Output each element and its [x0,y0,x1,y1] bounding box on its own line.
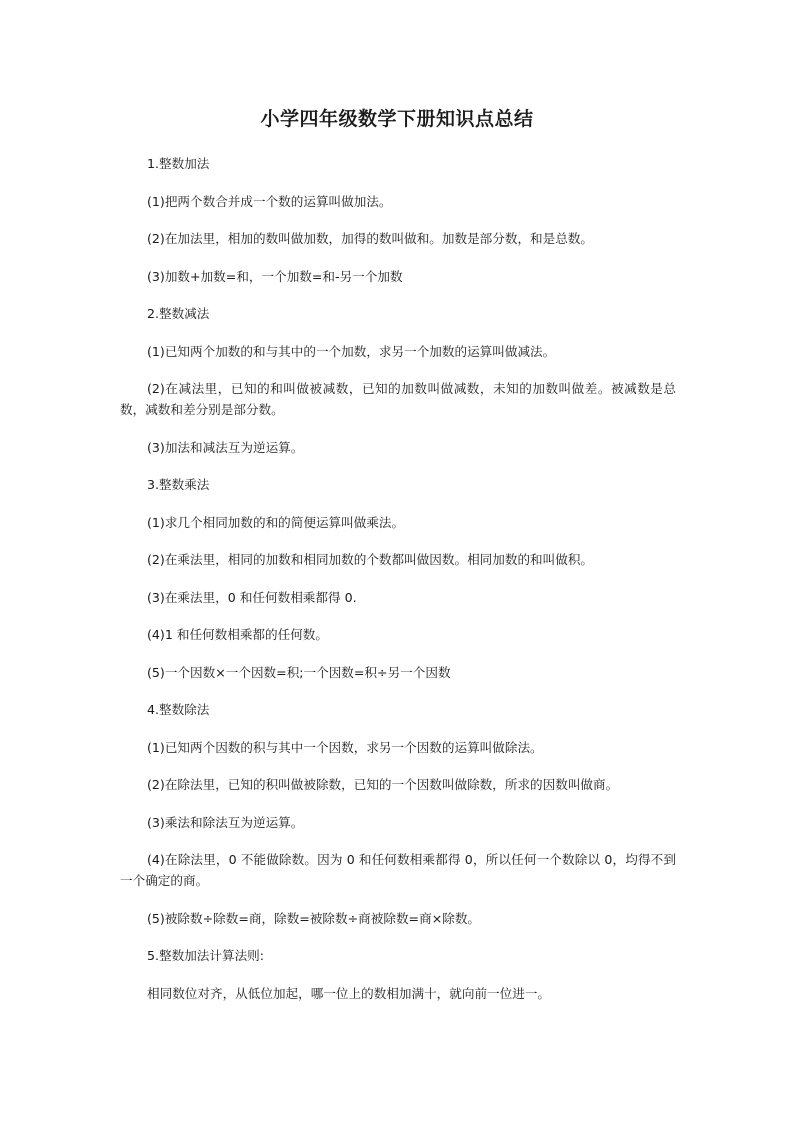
paragraph: (1)求几个相同加数的和的简便运算叫做乘法。 [147,514,405,530]
paragraph: (2)在减法里，已知的和叫做被减数，已知的加数叫做减数，未知的加数叫做差。被减数是总数，减数和差分别是部分数。 [120,381,676,417]
paragraph: (2)在除法里，已知的积叫做被除数，已知的一个因数叫做除数，所求的因数叫做商。 [147,777,619,792]
paragraph: (4)在除法里，0 不能做除数。因为 0 和任何数相乘都得 0，所以任何一个数除以 0，均得不到一个确定的商。 [120,852,676,888]
paragraph: (3)加法和减法互为逆运算。 [147,439,304,455]
paragraph: (2)在加法里，相加的数叫做加数，加得的数叫做和。加数是部分数，和是总数。 [147,231,594,246]
paragraph: (1)已知两个因数的积与其中一个因数，求另一个因数的运算叫做除法。 [147,739,543,755]
paragraph: (1)把两个数合并成一个数的运算叫做加法。 [147,193,392,209]
section-heading-division: 4.整数除法 [147,702,210,717]
paragraph: (5)被除数÷除数=商，除数=被除数÷商被除数=商×除数。 [147,910,481,926]
paragraph: (5)一个因数×一个因数=积;一个因数=积÷另一个因数 [147,664,451,680]
paragraph: (3)乘法和除法互为逆运算。 [147,814,304,830]
document-title: 小学四年级数学下册知识点总结 [260,108,534,130]
paragraph: 相同数位对齐，从低位加起，哪一位上的数相加满十，就向前一位进一。 [147,985,550,1001]
section-heading-multiplication: 3.整数乘法 [147,477,210,492]
section-heading-addition-rule: 5.整数加法计算法则: [147,948,265,963]
document-body [120,153,676,1020]
paragraph: (4)1 和任何数相乘都的任何数。 [147,627,328,642]
paragraph: (2)在乘法里，相同的加数和相同加数的个数都叫做因数。相同加数的和叫做积。 [147,552,594,567]
paragraph: (3)加数+加数=和，一个加数=和-另一个加数 [147,268,403,284]
paragraph: (3)在乘法里，0 和任何数相乘都得 0. [147,589,357,605]
paragraph: (1)已知两个加数的和与其中的一个加数，求另一个加数的运算叫做减法。 [147,343,556,359]
section-heading-addition: 1.整数加法 [147,156,210,171]
section-heading-subtraction: 2.整数减法 [147,306,210,321]
